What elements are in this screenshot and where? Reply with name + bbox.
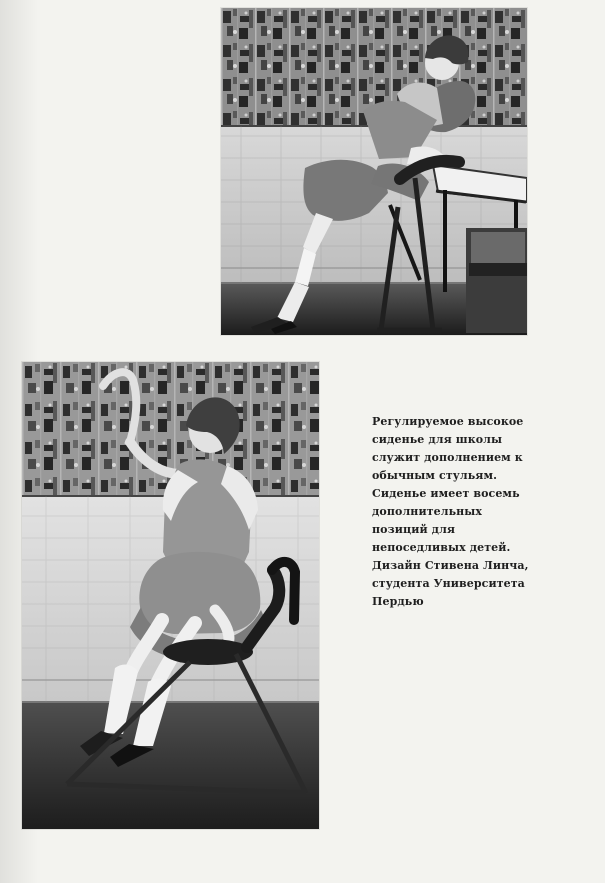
caption-line: сиденье для школы bbox=[372, 433, 503, 446]
caption-line: обычным стульям. bbox=[372, 469, 498, 482]
top-photo bbox=[221, 8, 527, 335]
caption-line: дополнительных bbox=[372, 505, 483, 518]
bottom-photo bbox=[22, 362, 319, 829]
caption-line: служит дополнением к bbox=[372, 451, 523, 464]
caption-line: позиций для bbox=[372, 523, 456, 536]
caption-line: Регулируемое высокое bbox=[372, 415, 524, 428]
caption-line: непоседливых детей. bbox=[372, 541, 511, 554]
caption-line: Пердью bbox=[372, 595, 424, 608]
top-photo-illustration bbox=[221, 8, 527, 335]
photo-caption bbox=[372, 413, 542, 611]
caption-line: Дизайн Стивена Линча, bbox=[372, 559, 529, 572]
caption-line: студента Университета bbox=[372, 577, 525, 590]
caption-line: Сиденье имеет восемь bbox=[372, 487, 520, 500]
bottom-photo-illustration bbox=[22, 362, 319, 829]
